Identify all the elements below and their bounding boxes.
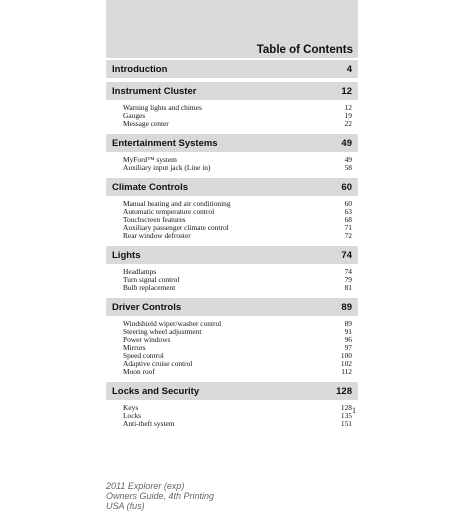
entry-label: Turn signal control bbox=[123, 275, 180, 284]
toc-section bbox=[106, 134, 358, 174]
entry-label: Keys bbox=[123, 403, 139, 412]
section-header[interactable] bbox=[106, 82, 358, 100]
entry-label: MyFord™ system bbox=[123, 155, 177, 164]
section-page: 89 bbox=[341, 301, 352, 313]
section-title: Lights bbox=[112, 249, 141, 261]
section-title: Driver Controls bbox=[112, 301, 182, 313]
entry-page: 72 bbox=[344, 231, 352, 240]
entry-page: 58 bbox=[344, 163, 352, 172]
section-header[interactable] bbox=[106, 134, 358, 152]
section-header[interactable] bbox=[106, 60, 358, 78]
entry-label: Anti-theft system bbox=[123, 419, 175, 428]
entry-page: 102 bbox=[340, 359, 352, 368]
section-title: Climate Controls bbox=[112, 181, 189, 193]
entry-label: Gauges bbox=[123, 111, 146, 120]
toc-section bbox=[106, 382, 358, 430]
footer-line-3: USA (fus) bbox=[106, 501, 145, 511]
entry-page: 128 bbox=[340, 403, 352, 412]
page-number: 1 bbox=[352, 406, 356, 415]
section-page: 60 bbox=[341, 181, 352, 193]
section-items bbox=[106, 400, 358, 430]
toc-section bbox=[106, 178, 358, 242]
toc-section bbox=[106, 246, 358, 294]
entry-label: Message center bbox=[123, 119, 169, 128]
entry-label: Automatic temperature control bbox=[123, 207, 215, 216]
toc-entry[interactable] bbox=[123, 164, 352, 172]
section-title: Locks and Security bbox=[112, 385, 200, 397]
entry-label: Locks bbox=[123, 411, 142, 420]
section-header[interactable] bbox=[106, 178, 358, 196]
entry-label: Mirrors bbox=[123, 343, 146, 352]
entry-label: Adaptive cruise control bbox=[123, 359, 193, 368]
section-items bbox=[106, 152, 358, 174]
section-title: Instrument Cluster bbox=[112, 85, 197, 97]
entry-label: Steering wheel adjustment bbox=[123, 327, 202, 336]
entry-page: 89 bbox=[344, 319, 352, 328]
entry-page: 79 bbox=[344, 275, 352, 284]
entry-page: 49 bbox=[344, 155, 352, 164]
section-page: 128 bbox=[336, 385, 352, 397]
entry-label: Speed control bbox=[123, 351, 164, 360]
section-page: 74 bbox=[341, 249, 352, 261]
entry-page: 96 bbox=[344, 335, 352, 344]
footer-line-2: Owners Guide, 4th Printing bbox=[106, 491, 215, 501]
entry-label: Bulb replacement bbox=[123, 283, 176, 292]
section-header[interactable] bbox=[106, 382, 358, 400]
toc-section bbox=[106, 298, 358, 378]
toc-entry[interactable] bbox=[123, 104, 352, 112]
entry-page: 135 bbox=[340, 411, 352, 420]
entry-label: Windshield wiper/washer control bbox=[123, 319, 222, 328]
page-title: Table of Contents bbox=[256, 44, 353, 56]
entry-label: Rear window defroster bbox=[123, 231, 191, 240]
section-page: 4 bbox=[346, 63, 352, 75]
entry-label: Auxiliary passenger climate control bbox=[123, 223, 229, 232]
section-title: Introduction bbox=[112, 63, 168, 75]
entry-label: Headlamps bbox=[123, 267, 157, 276]
section-header[interactable] bbox=[106, 246, 358, 264]
footer-line-1: 2011 Explorer (exp) bbox=[106, 481, 185, 491]
entry-label: Power windows bbox=[123, 335, 171, 344]
entry-page: 71 bbox=[344, 223, 352, 232]
entry-label: Moon roof bbox=[123, 367, 155, 376]
toc-entry[interactable] bbox=[123, 336, 352, 344]
entry-page: 63 bbox=[344, 207, 352, 216]
toc-section bbox=[106, 60, 358, 78]
toc-section bbox=[106, 82, 358, 130]
entry-page: 112 bbox=[341, 367, 352, 376]
section-header[interactable] bbox=[106, 298, 358, 316]
entry-label: Manual heating and air conditioning bbox=[123, 199, 231, 208]
entry-page: 97 bbox=[344, 343, 352, 352]
document-footer bbox=[106, 481, 214, 511]
section-page: 12 bbox=[341, 85, 352, 97]
entry-page: 12 bbox=[344, 103, 352, 112]
toc-entry[interactable] bbox=[123, 120, 352, 128]
entry-page: 91 bbox=[344, 327, 352, 336]
entry-label: Auxiliary input jack (Line in) bbox=[123, 163, 211, 172]
entry-page: 151 bbox=[340, 419, 352, 428]
title-band bbox=[106, 0, 358, 58]
toc-entry[interactable] bbox=[123, 404, 352, 412]
entry-page: 68 bbox=[344, 215, 352, 224]
entry-label: Warning lights and chimes bbox=[123, 103, 202, 112]
entry-label: Touchscreen features bbox=[123, 215, 186, 224]
toc-entry[interactable] bbox=[123, 360, 352, 368]
toc-entry[interactable] bbox=[123, 232, 352, 240]
toc-entry[interactable] bbox=[123, 284, 352, 292]
entry-page: 60 bbox=[344, 199, 352, 208]
section-items bbox=[106, 196, 358, 242]
section-title: Entertainment Systems bbox=[112, 137, 218, 149]
entry-page: 81 bbox=[344, 283, 352, 292]
table-of-contents bbox=[106, 60, 358, 434]
section-items bbox=[106, 264, 358, 294]
toc-entry[interactable] bbox=[123, 420, 352, 428]
toc-entry[interactable] bbox=[123, 368, 352, 376]
section-items bbox=[106, 316, 358, 378]
section-page: 49 bbox=[341, 137, 352, 149]
entry-page: 100 bbox=[340, 351, 352, 360]
entry-page: 74 bbox=[344, 267, 352, 276]
entry-page: 19 bbox=[344, 111, 352, 120]
entry-page: 22 bbox=[344, 119, 352, 128]
section-items bbox=[106, 100, 358, 130]
